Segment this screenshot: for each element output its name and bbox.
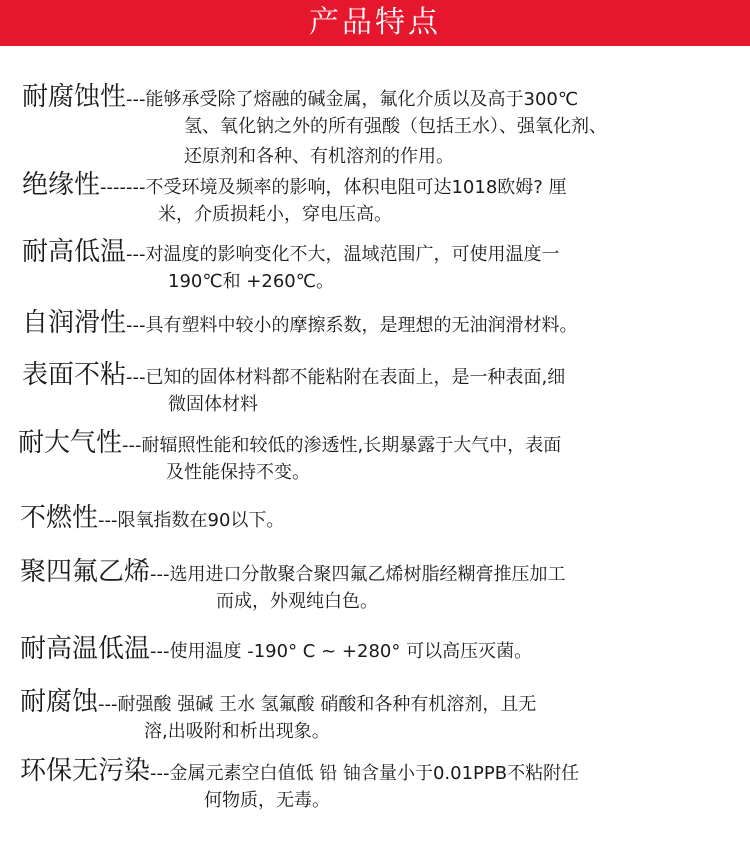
feature-dashes: --- (98, 694, 118, 715)
feature-title: 聚四氟乙烯 (20, 557, 151, 587)
feature-high-low-temperature-2 (20, 634, 532, 664)
feature-title: 耐腐蚀性 (22, 82, 127, 112)
feature-desc-line-1: 对温度的影响变化不大，温域范围广，可使用温度一 (145, 244, 560, 265)
feature-title: 绝缘性 (22, 170, 101, 200)
page-title: 产品特点 (309, 5, 441, 40)
feature-non-stick-surface (22, 360, 565, 420)
feature-desc-line-1: 能够承受除了熔融的碱金属，氟化介质以及高于300℃ (145, 89, 579, 110)
header-banner (0, 0, 750, 46)
feature-desc-line-2: 190℃和 +260℃。 (168, 271, 334, 292)
feature-title: 耐高低温 (22, 237, 127, 267)
feature-desc-line-2: 微固体材料 (168, 394, 258, 415)
feature-desc-line-1: 金属元素空白值低 铅 铀含量小于0.01PPB不粘附任 (169, 763, 580, 784)
feature-desc-line-1: 耐强酸 强碱 王水 氢氟酸 硝酸和各种有机溶剂，且无 (117, 694, 537, 715)
feature-dashes: --- (150, 641, 170, 662)
feature-desc-line-1: 不受环境及频率的影响，体积电阻可达1018欧姆? 厘 (145, 177, 567, 198)
feature-dashes: --- (150, 763, 170, 784)
feature-insulation (22, 170, 567, 230)
feature-dashes: --- (126, 367, 146, 388)
feature-dashes: --- (126, 89, 146, 110)
feature-non-flammable (20, 503, 284, 533)
feature-ptfe (20, 557, 566, 617)
feature-title: 环保无污染 (20, 756, 151, 786)
feature-corrosion-resistant (20, 687, 536, 747)
feature-desc-line-1: 限氧指数在90以下。 (117, 510, 285, 531)
feature-title: 耐大气性 (18, 428, 123, 458)
feature-title: 耐高温低温 (20, 634, 151, 664)
feature-weather-resistance (18, 428, 561, 488)
feature-dashes: --- (126, 315, 146, 336)
feature-title: 耐腐蚀 (20, 687, 99, 717)
feature-desc-line-2: 而成，外观纯白色。 (216, 591, 378, 612)
feature-desc-line-2: 及性能保持不变。 (166, 462, 310, 483)
feature-desc-line-2: 何物质，无毒。 (204, 790, 330, 811)
feature-self-lubricating (22, 308, 578, 338)
feature-desc-line-1: 具有塑料中较小的摩擦系数，是理想的无油润滑材料。 (145, 315, 578, 336)
feature-desc-line-1: 耐辐照性能和较低的渗透性,长期暴露于大气中，表面 (141, 435, 562, 456)
feature-title: 表面不粘 (22, 360, 127, 390)
feature-high-low-temperature (22, 237, 560, 297)
feature-dashes: --- (122, 435, 142, 456)
feature-dashes: ------- (100, 177, 146, 198)
feature-desc-line-1: 已知的固体材料都不能粘附在表面上，是一种表面,细 (145, 367, 566, 388)
feature-desc-line-2: 米，介质损耗小，穿电压高。 (158, 204, 392, 225)
feature-corrosion-resistance (22, 82, 607, 172)
feature-desc-line-2: 溶,出吸附和析出现象。 (144, 721, 330, 742)
feature-title: 自润滑性 (22, 308, 127, 338)
feature-dashes: --- (150, 564, 170, 585)
feature-title: 不燃性 (20, 503, 99, 533)
feature-desc-line-2: 氢、氧化钠之外的所有强酸（包括王水）、强氧化剂、 (184, 116, 607, 137)
feature-eco-friendly (20, 756, 579, 816)
feature-dashes: --- (98, 510, 118, 531)
feature-desc-line-1: 选用进口分散聚合聚四氟乙烯树脂经糊膏推压加工 (169, 564, 566, 585)
feature-desc-line-3: 还原剂和各种、有机溶剂的作用。 (184, 146, 454, 167)
feature-desc-line-1: 使用温度 -190° C ~ +280° 可以高压灭菌。 (169, 641, 533, 662)
feature-dashes: --- (126, 244, 146, 265)
